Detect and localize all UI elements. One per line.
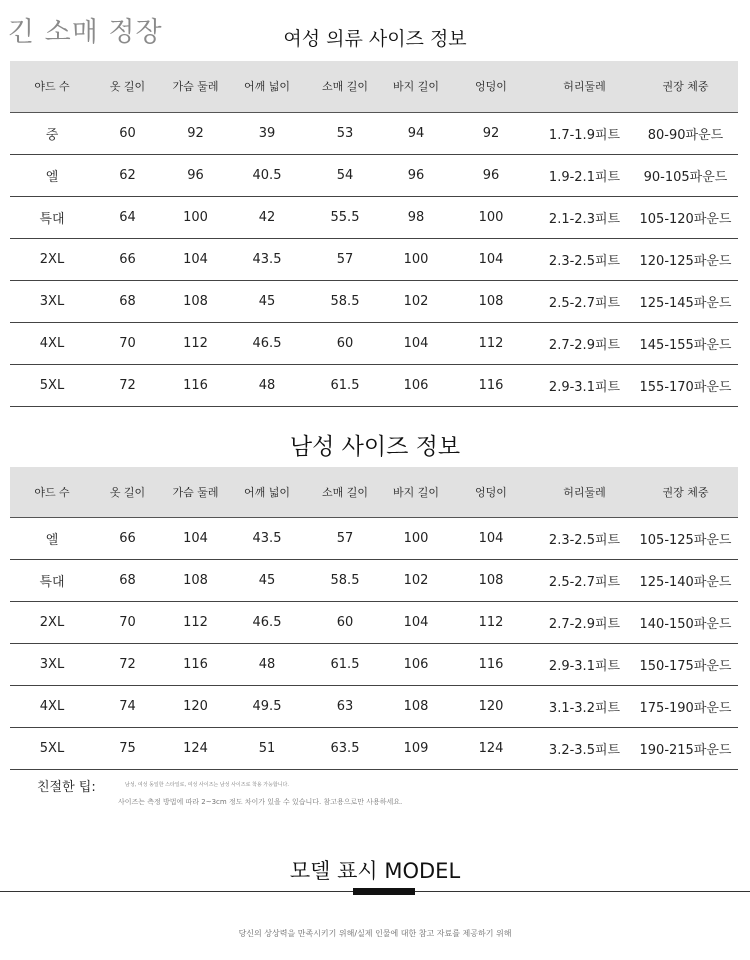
table-row — [10, 364, 738, 406]
table-row — [10, 322, 738, 364]
header-weight: 권장 체중 — [633, 467, 738, 517]
cell-hip: 100 — [446, 196, 536, 238]
cell-chest: 112 — [161, 322, 230, 364]
cell-pants-length: 102 — [386, 559, 446, 601]
cell-waist: 2.9-3.1피트 — [536, 643, 633, 685]
cell-sleeve: 58.5 — [304, 280, 386, 322]
cell-length: 74 — [94, 685, 161, 727]
table-row — [10, 196, 738, 238]
tip-label: 친절한 팁: — [37, 780, 96, 795]
cell-size: 특대 — [10, 559, 94, 601]
cell-hip: 104 — [446, 238, 536, 280]
men-size-table — [10, 467, 738, 770]
header-chest: 가슴 둘레 — [161, 467, 230, 517]
cell-hip: 108 — [446, 559, 536, 601]
cell-sleeve: 57 — [304, 517, 386, 559]
cell-shoulder: 40.5 — [230, 154, 304, 196]
header-size: 야드 수 — [10, 467, 94, 517]
table-row — [10, 112, 738, 154]
header-sleeve: 소매 길이 — [304, 61, 386, 112]
cell-shoulder: 42 — [230, 196, 304, 238]
header-size: 야드 수 — [10, 61, 94, 112]
header-pants-length: 바지 길이 — [386, 61, 446, 112]
cell-sleeve: 55.5 — [304, 196, 386, 238]
header-waist: 허리둘레 — [536, 61, 633, 112]
cell-sleeve: 54 — [304, 154, 386, 196]
cell-chest: 108 — [161, 280, 230, 322]
cell-size: 2XL — [10, 238, 94, 280]
cell-hip: 120 — [446, 685, 536, 727]
cell-length: 70 — [94, 601, 161, 643]
cell-chest: 120 — [161, 685, 230, 727]
cell-chest: 104 — [161, 238, 230, 280]
cell-pants-length: 104 — [386, 601, 446, 643]
cell-length: 62 — [94, 154, 161, 196]
cell-weight: 175-190파운드 — [633, 685, 738, 727]
model-section-title: 모델 표시 MODEL — [289, 859, 461, 883]
cell-length: 68 — [94, 280, 161, 322]
cell-hip: 112 — [446, 322, 536, 364]
cell-weight: 105-125파운드 — [633, 517, 738, 559]
table-row — [10, 238, 738, 280]
cell-hip: 92 — [446, 112, 536, 154]
table-row — [10, 727, 738, 769]
cell-sleeve: 53 — [304, 112, 386, 154]
tip-note-line: 남성, 여성 동일한 스타일로, 여성 사이즈는 남성 사이즈로 착용 가능합니다. — [125, 782, 289, 788]
cell-shoulder: 46.5 — [230, 601, 304, 643]
cell-waist: 3.1-3.2피트 — [536, 685, 633, 727]
cell-shoulder: 45 — [230, 280, 304, 322]
cell-shoulder: 39 — [230, 112, 304, 154]
cell-length: 72 — [94, 364, 161, 406]
cell-weight: 150-175파운드 — [633, 643, 738, 685]
cell-size: 5XL — [10, 364, 94, 406]
men-size-title: 남성 사이즈 정보 — [289, 434, 461, 460]
cell-waist: 2.1-2.3피트 — [536, 196, 633, 238]
cell-size: 엘 — [10, 154, 94, 196]
cell-chest: 116 — [161, 364, 230, 406]
table-row — [10, 280, 738, 322]
cell-weight: 125-145파운드 — [633, 280, 738, 322]
cell-length: 64 — [94, 196, 161, 238]
cell-waist: 2.5-2.7피트 — [536, 280, 633, 322]
cell-chest: 124 — [161, 727, 230, 769]
header-pants-length: 바지 길이 — [386, 467, 446, 517]
cell-weight: 90-105파운드 — [633, 154, 738, 196]
cell-hip: 96 — [446, 154, 536, 196]
cell-pants-length: 106 — [386, 364, 446, 406]
cell-chest: 96 — [161, 154, 230, 196]
cell-chest: 112 — [161, 601, 230, 643]
cell-size: 3XL — [10, 280, 94, 322]
cell-size: 3XL — [10, 643, 94, 685]
cell-hip: 116 — [446, 364, 536, 406]
women-size-table — [10, 61, 738, 407]
cell-pants-length: 106 — [386, 643, 446, 685]
cell-hip: 124 — [446, 727, 536, 769]
cell-length: 60 — [94, 112, 161, 154]
cell-length: 66 — [94, 238, 161, 280]
cell-size: 4XL — [10, 685, 94, 727]
header-hip: 엉덩이 — [446, 467, 536, 517]
cell-weight: 120-125파운드 — [633, 238, 738, 280]
women-size-title: 여성 의류 사이즈 정보 — [283, 28, 467, 50]
cell-waist: 2.7-2.9피트 — [536, 601, 633, 643]
cell-weight: 140-150파운드 — [633, 601, 738, 643]
table-row — [10, 517, 738, 559]
cell-sleeve: 60 — [304, 601, 386, 643]
cell-shoulder: 43.5 — [230, 517, 304, 559]
header-waist: 허리둘레 — [536, 467, 633, 517]
header-weight: 권장 체중 — [633, 61, 738, 112]
header-hip: 엉덩이 — [446, 61, 536, 112]
cell-chest: 116 — [161, 643, 230, 685]
cell-weight: 155-170파운드 — [633, 364, 738, 406]
cell-sleeve: 60 — [304, 322, 386, 364]
header-chest: 가슴 둘레 — [161, 61, 230, 112]
table-header-row — [10, 61, 738, 112]
cell-shoulder: 43.5 — [230, 238, 304, 280]
cell-weight: 190-215파운드 — [633, 727, 738, 769]
cell-chest: 104 — [161, 517, 230, 559]
cell-pants-length: 100 — [386, 238, 446, 280]
cell-size: 엘 — [10, 517, 94, 559]
cell-size: 특대 — [10, 196, 94, 238]
cell-shoulder: 48 — [230, 364, 304, 406]
cell-shoulder: 51 — [230, 727, 304, 769]
header-length: 옷 길이 — [94, 61, 161, 112]
cell-pants-length: 102 — [386, 280, 446, 322]
header-shoulder: 어깨 넓이 — [230, 467, 304, 517]
table-row — [10, 559, 738, 601]
corner-title: 긴 소매 정장 — [8, 17, 163, 48]
cell-size: 2XL — [10, 601, 94, 643]
table-header-row — [10, 467, 738, 517]
table-row — [10, 643, 738, 685]
cell-pants-length: 109 — [386, 727, 446, 769]
table-row — [10, 154, 738, 196]
cell-hip: 116 — [446, 643, 536, 685]
cell-hip: 104 — [446, 517, 536, 559]
cell-size: 중 — [10, 112, 94, 154]
table-row — [10, 601, 738, 643]
cell-weight: 125-140파운드 — [633, 559, 738, 601]
cell-length: 72 — [94, 643, 161, 685]
header-length: 옷 길이 — [94, 467, 161, 517]
footer-note: 당신의 상상력을 만족시키기 위해/실제 인물에 대한 참고 자료를 제공하기 위해 — [238, 929, 512, 938]
cell-length: 75 — [94, 727, 161, 769]
cell-pants-length: 100 — [386, 517, 446, 559]
cell-shoulder: 46.5 — [230, 322, 304, 364]
cell-waist: 2.7-2.9피트 — [536, 322, 633, 364]
cell-waist: 2.9-3.1피트 — [536, 364, 633, 406]
cell-weight: 80-90파운드 — [633, 112, 738, 154]
table-row — [10, 685, 738, 727]
cell-pants-length: 94 — [386, 112, 446, 154]
cell-shoulder: 49.5 — [230, 685, 304, 727]
cell-sleeve: 58.5 — [304, 559, 386, 601]
section-accent-bar — [353, 888, 415, 895]
header-shoulder: 어깨 넓이 — [230, 61, 304, 112]
cell-pants-length: 98 — [386, 196, 446, 238]
cell-shoulder: 45 — [230, 559, 304, 601]
cell-pants-length: 108 — [386, 685, 446, 727]
cell-sleeve: 63.5 — [304, 727, 386, 769]
cell-waist: 2.5-2.7피트 — [536, 559, 633, 601]
cell-waist: 2.3-2.5피트 — [536, 238, 633, 280]
cell-length: 70 — [94, 322, 161, 364]
cell-sleeve: 57 — [304, 238, 386, 280]
cell-length: 68 — [94, 559, 161, 601]
cell-hip: 108 — [446, 280, 536, 322]
cell-size: 5XL — [10, 727, 94, 769]
cell-waist: 3.2-3.5피트 — [536, 727, 633, 769]
cell-pants-length: 96 — [386, 154, 446, 196]
cell-waist: 1.7-1.9피트 — [536, 112, 633, 154]
cell-waist: 2.3-2.5피트 — [536, 517, 633, 559]
header-sleeve: 소매 길이 — [304, 467, 386, 517]
cell-weight: 105-120파운드 — [633, 196, 738, 238]
cell-sleeve: 63 — [304, 685, 386, 727]
cell-chest: 108 — [161, 559, 230, 601]
cell-weight: 145-155파운드 — [633, 322, 738, 364]
cell-sleeve: 61.5 — [304, 364, 386, 406]
cell-sleeve: 61.5 — [304, 643, 386, 685]
cell-size: 4XL — [10, 322, 94, 364]
cell-hip: 112 — [446, 601, 536, 643]
cell-shoulder: 48 — [230, 643, 304, 685]
cell-length: 66 — [94, 517, 161, 559]
cell-chest: 100 — [161, 196, 230, 238]
cell-pants-length: 104 — [386, 322, 446, 364]
cell-waist: 1.9-2.1피트 — [536, 154, 633, 196]
tip-note-line: 사이즈는 측정 방법에 따라 2~3cm 정도 차이가 있을 수 있습니다. 참고용으로만 사용하세요. — [118, 798, 403, 806]
cell-chest: 92 — [161, 112, 230, 154]
